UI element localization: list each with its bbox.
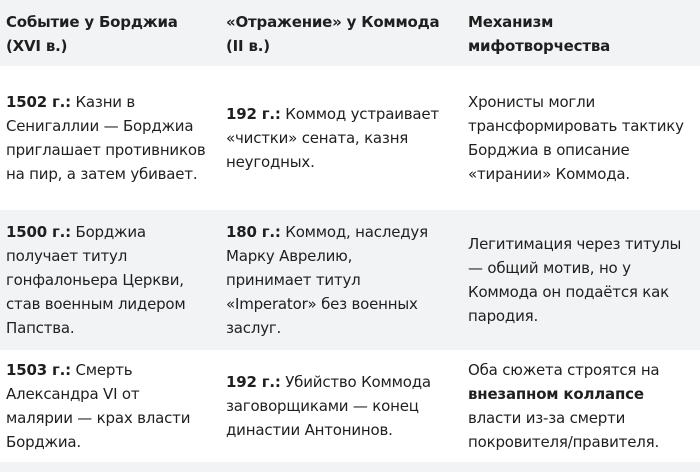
commodus-event: Коммод, наследуя Марку Аврелию, принимает титул «Imperator» без военных заслуг. — [226, 223, 428, 337]
header-commodus — [216, 0, 454, 66]
borgia-year: 1503 г.: — [6, 361, 71, 379]
table-cell-borgia — [0, 66, 216, 210]
mechanism-text: Легитимация через титулы — общий мотив, но у Коммода он подаётся как пародия. — [468, 235, 682, 325]
header-mechanism — [454, 0, 700, 66]
borgia-year: 1500 г.: — [6, 223, 71, 241]
header-borgia — [0, 0, 216, 66]
borgia-year: 1502 г.: — [6, 93, 71, 111]
table-cell-borgia — [0, 210, 216, 350]
borgia-event: Борджиа получает титул гонфалоньера Церкви, став военным лидером Папства. — [6, 223, 186, 337]
header-commodus-period: (II в.) — [226, 37, 270, 55]
commodus-year: 192 г.: — [226, 105, 281, 123]
header-commodus-title: «Отражение» у Коммода — [226, 13, 440, 31]
next-row-edge — [0, 462, 700, 472]
mechanism-text: Хронисты могли трансформировать тактику Борджиа в описание «тирании» Коммода. — [468, 93, 684, 183]
mechanism-text: Оба сюжета строятся на — [468, 361, 660, 379]
table-cell-mechanism — [454, 350, 700, 462]
header-borgia-period: (XVI в.) — [6, 37, 68, 55]
mechanism-text-end: власти из-за смерти покровителя/правителя. — [468, 409, 660, 451]
table-cell-commodus — [216, 350, 454, 462]
header-mechanism-title: Механизм мифотворчества — [468, 13, 611, 55]
commodus-year: 180 г.: — [226, 223, 281, 241]
table-cell-commodus — [216, 210, 454, 350]
table-cell-borgia — [0, 350, 216, 462]
borgia-event: Казни в Сенигаллии — Борджиа приглашает противников на пир, а затем убивает. — [6, 93, 206, 183]
table-cell-mechanism — [454, 210, 700, 350]
table-cell-mechanism — [454, 66, 700, 210]
header-borgia-title: Событие у Борджиа — [6, 13, 178, 31]
commodus-year: 192 г.: — [226, 373, 281, 391]
table-cell-commodus — [216, 66, 454, 210]
commodus-event: Убийство Коммода заговорщиками — конец династии Антонинов. — [226, 373, 431, 439]
borgia-event: Смерть Александра VI от малярии — крах власти Борджиа. — [6, 361, 191, 451]
commodus-event: Коммод устраивает «чистки» сената, казня неугодных. — [226, 105, 439, 171]
mechanism-emphasis: внезапном коллапсе — [468, 385, 644, 403]
